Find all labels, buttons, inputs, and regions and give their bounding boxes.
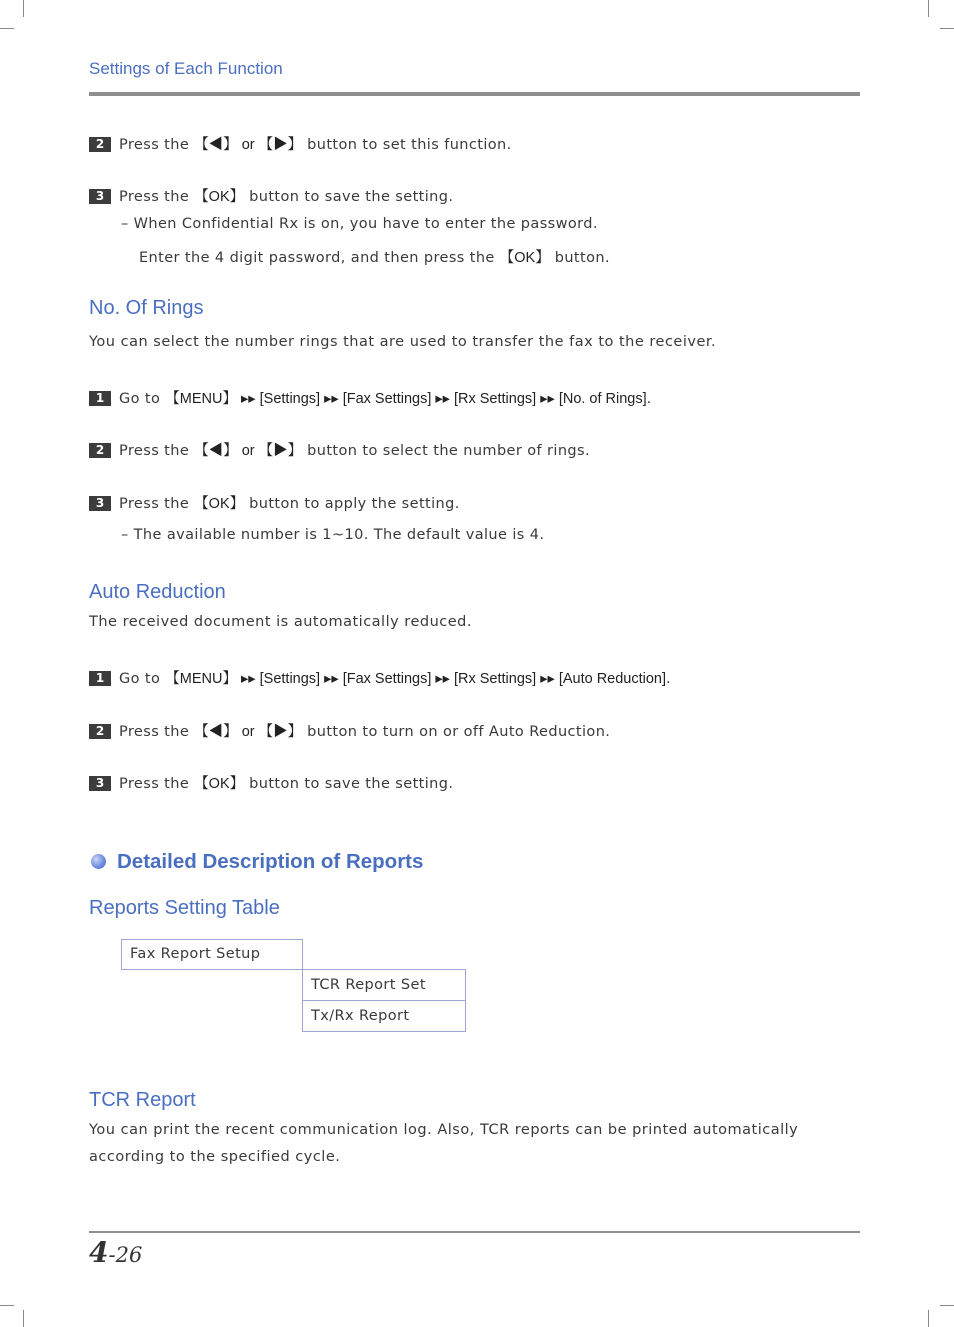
step-set-function: 2 Press the 【◀】 or 【▶】 button to set this function.: [89, 133, 512, 154]
section-title-tcr: TCR Report: [89, 1089, 196, 1111]
reports-table-title: Reports Setting Table: [89, 897, 280, 919]
chapter-number: 4: [89, 1236, 109, 1269]
step-number: 3: [89, 496, 111, 511]
table-cell-txrx-report: Tx/Rx Report: [302, 1000, 466, 1032]
crop-mark: [0, 1305, 14, 1306]
crop-mark: [940, 28, 954, 29]
rings-step-apply: 3 Press the 【OK】 button to apply the setting.: [89, 492, 460, 513]
crop-mark: [940, 1305, 954, 1306]
right-key-label: 【▶】: [258, 137, 303, 153]
step-number: 1: [89, 391, 111, 406]
crop-mark: [928, 1310, 929, 1327]
ok-key-label: 【OK】: [499, 250, 550, 266]
tcr-description-line1: You can print the recent communication log. Also, TCR reports can be printed automatically: [89, 1122, 799, 1138]
tcr-description-line2: according to the specified cycle.: [89, 1149, 341, 1165]
step-number: 3: [89, 776, 111, 791]
section-title-rings: No. Of Rings: [89, 297, 204, 319]
section-title-reduction: Auto Reduction: [89, 581, 226, 603]
rings-note: – The available number is 1~10. The default value is 4.: [121, 527, 545, 543]
left-key-label: 【◀】: [194, 137, 238, 153]
page-suffix: -26: [108, 1243, 143, 1267]
step-number: 1: [89, 671, 111, 686]
reduction-step-menu-path: 1 Go to 【MENU】 ▸▸ [Settings] ▸▸ [Fax Settings] ▸▸ [Rx Settings] ▸▸ [Auto Reduction].: [89, 667, 671, 688]
crop-mark: [23, 1310, 24, 1327]
rings-step-menu-path: 1 Go to 【MENU】 ▸▸ [Settings] ▸▸ [Fax Settings] ▸▸ [Rx Settings] ▸▸ [No. of Rings].: [89, 387, 652, 408]
table-cell-fax-report-setup: Fax Report Setup: [121, 939, 303, 970]
table-cell-tcr-report-set: TCR Report Set: [302, 969, 466, 1001]
step-number: 2: [89, 443, 111, 458]
ok-key-label: 【OK】: [194, 189, 245, 205]
reduction-step-toggle: 2 Press the 【◀】 or 【▶】 button to turn on or off Auto Reduction.: [89, 720, 610, 741]
reduction-step-save: 3 Press the 【OK】 button to save the setting.: [89, 772, 453, 793]
page-number: [89, 1236, 142, 1269]
step-number: 2: [89, 724, 111, 739]
step-save-setting: 3 Press the 【OK】 button to save the setting.: [89, 185, 453, 206]
rings-step-select: 2 Press the 【◀】 or 【▶】 button to select the number of rings.: [89, 439, 590, 460]
running-header: Settings of Each Function: [89, 59, 283, 78]
reduction-description: The received document is automatically reduced.: [89, 614, 472, 630]
bullet-icon: [91, 854, 106, 869]
step-number: 2: [89, 137, 111, 152]
crop-mark: [928, 0, 929, 17]
rings-description: You can select the number rings that are used to transfer the fax to the receiver.: [89, 334, 717, 350]
crop-mark: [23, 0, 24, 17]
note-password: Enter the 4 digit password, and then press the 【OK】 button.: [139, 250, 610, 266]
footer-rule: [89, 1231, 860, 1233]
section-title-reports: Detailed Description of Reports: [91, 850, 423, 874]
step-number: 3: [89, 189, 111, 204]
header-rule: [89, 92, 860, 96]
crop-mark: [0, 28, 14, 29]
note-confidential: – When Confidential Rx is on, you have to enter the password.: [121, 216, 598, 232]
